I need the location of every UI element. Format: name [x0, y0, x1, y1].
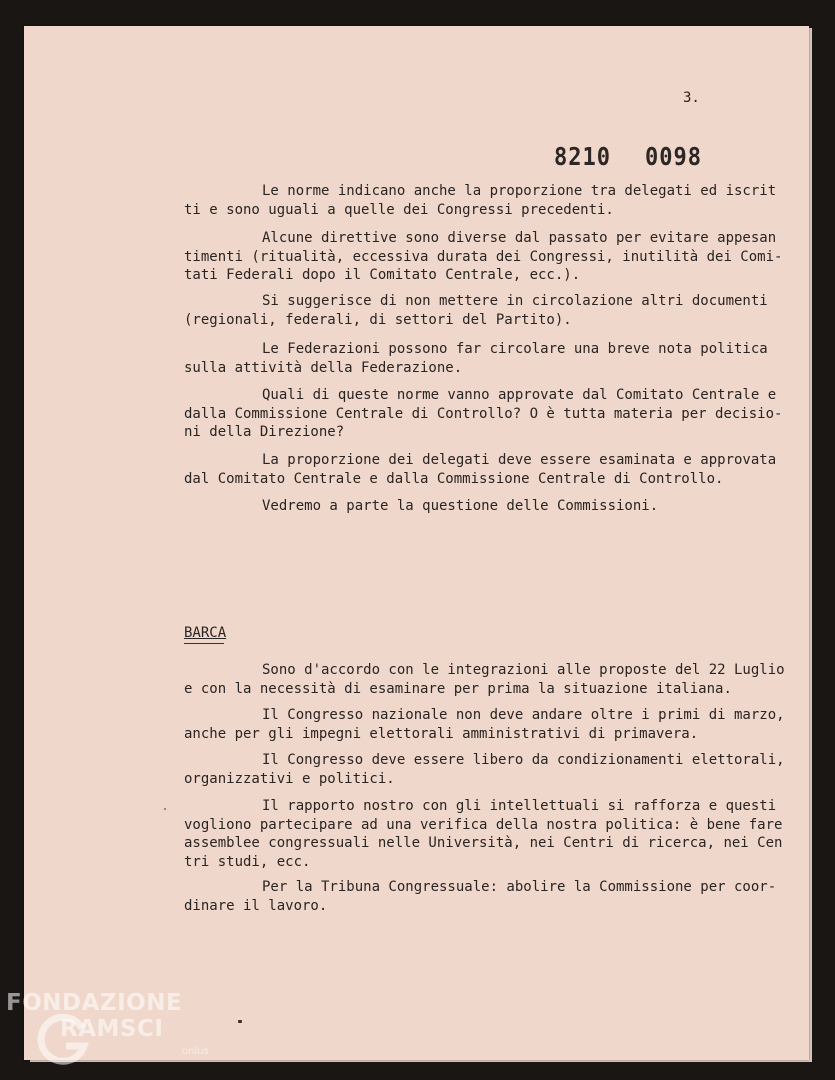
text-line: tri studi, ecc. [184, 853, 311, 870]
fondazione-gramsci-watermark [6, 990, 226, 1070]
paragraph-intellectuals [184, 797, 783, 871]
text-line: ni della Direzione? [184, 424, 345, 441]
paragraph-question [184, 386, 783, 442]
paragraph-congress-date [184, 706, 785, 743]
paragraph-commissions [184, 497, 754, 516]
text-line: Il Congresso nazionale non deve andare oltre i primi di marzo, [262, 707, 785, 723]
archive-code-part-2: 0098 [644, 143, 702, 172]
text-line: Sono d'accordo con le integrazioni alle proposte del 22 Luglio [262, 662, 785, 678]
text-line: ti e sono uguali a quelle dei Congressi precedenti. [184, 201, 614, 218]
text-line: Alcune direttive sono diverse dal passato per evitare appesan [262, 230, 777, 246]
text-line: Le Federazioni possono far circolare una breve nota politica [262, 341, 768, 357]
speaker-underline [184, 643, 224, 644]
paragraph-congress-free [184, 751, 785, 788]
text-line: dalla Commissione Centrale di Controllo? O è tutta materia per decisio- [184, 405, 783, 422]
text-line: Il Congresso deve essere libero da condizionamenti elettorali, [262, 752, 785, 768]
text-line: sulla attività della Federazione. [184, 359, 463, 376]
text-line: Per la Tribuna Congressuale: abolire la Commissione per coor- [262, 879, 777, 895]
paragraph-proportion [184, 182, 777, 219]
text-line: Il rapporto nostro con gli intellettuali si rafforza e questi [262, 798, 777, 814]
watermark-line-2: RAMSCI [60, 1016, 164, 1042]
paragraph-documents [184, 292, 768, 329]
text-line: dinare il lavoro. [184, 897, 328, 914]
text-line: timenti (ritualità, eccessiva durata dei Congressi, inutilità dei Comi- [184, 248, 783, 265]
page-number: 3. [683, 90, 700, 106]
text-line: vogliono partecipare ad una verifica della nostra politica: è bene fare [184, 816, 783, 833]
text-line: tati Federali dopo il Comitato Centrale, ecc.). [184, 267, 581, 284]
watermark-line-3: onlus [182, 1046, 209, 1057]
paragraph-federations [184, 340, 768, 377]
text-line: Si suggerisce di non mettere in circolazione altri documenti [262, 293, 768, 309]
paper-speck [238, 1020, 242, 1023]
paper-speck [164, 808, 166, 810]
text-line: dal Comitato Centrale e dalla Commissione Centrale di Controllo. [184, 470, 724, 487]
text-line: Quali di queste norme vanno approvate dal Comitato Centrale e [262, 387, 777, 403]
speaker-name: BARCA [184, 625, 227, 641]
text-line: assemblee congressuali nelle Università, nei Centri di ricerca, nei Cen [184, 835, 783, 852]
watermark-line-1: FONDAZIONE [6, 990, 183, 1016]
text-line: anche per gli impegni elettorali amministrativi di primavera. [184, 725, 699, 742]
text-line: e con la necessità di esaminare per prima la situazione italiana. [184, 680, 732, 697]
archive-code [554, 143, 702, 172]
paragraph-tribuna [184, 878, 777, 915]
text-line: Vedremo a parte la questione delle Commissioni. [262, 498, 659, 514]
paragraph-directives [184, 229, 783, 285]
text-line: La proporzione dei delegati deve essere esaminata e approvata [262, 452, 777, 468]
text-line: (regionali, federali, di settori del Partito). [184, 311, 572, 328]
paragraph-agreement [184, 661, 785, 698]
text-line: organizzativi e politici. [184, 770, 395, 787]
paragraph-delegates [184, 451, 777, 488]
text-line: Le norme indicano anche la proporzione tra delegati ed iscrit [262, 183, 777, 199]
archive-code-part-1: 8210 [554, 143, 611, 172]
